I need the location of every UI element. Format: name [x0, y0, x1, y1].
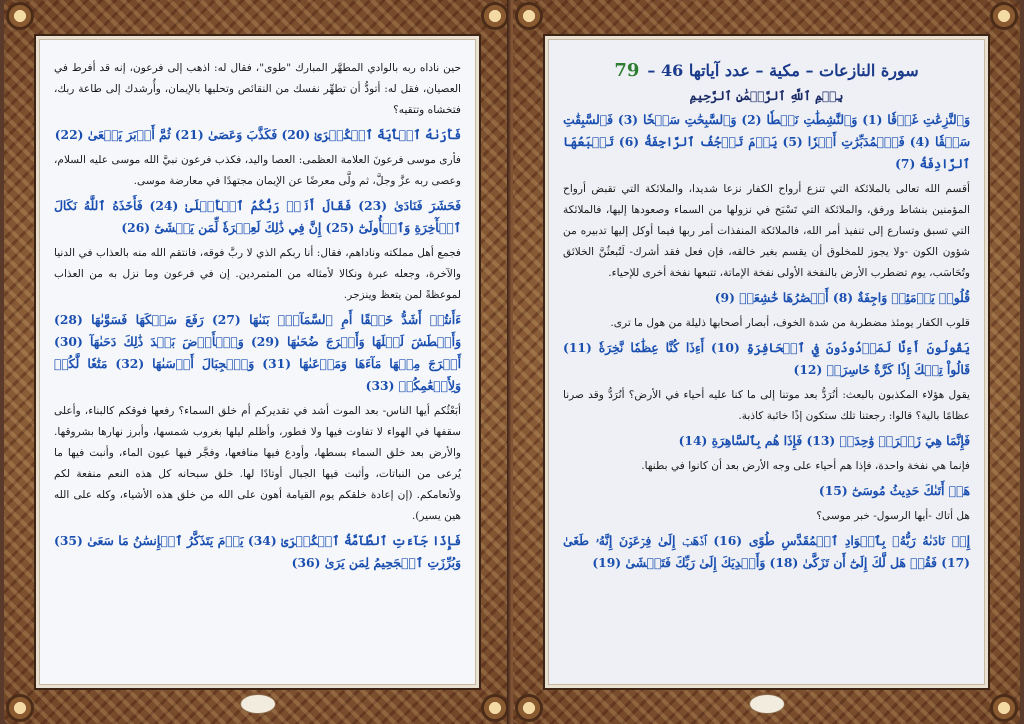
corner-ornament-icon [515, 694, 543, 722]
page-marker-icon [749, 694, 785, 714]
quran-verses: فَحَشَرَ فَنَادَىٰ (23) فَقَالَ أَنَا۠ رَبُّكُمُ ٱلۡأَعۡلَىٰ (24) فَأَخَذَهُ ٱللَّهُ نَكَالَ ٱلۡأٓخِرَةِ وَٱلۡأُولَىٰٓ (25) إِنَّ فِي ذَٰلِكَ لَعِبۡرَةٗ لِّمَن يَخۡشَىٰٓ (26) [54, 198, 461, 235]
tafsir-paragraph: يقول هؤلاء المكذبون بالبعث: أنُرَدُّ بعد موتنا إلى ما كنا عليه أحياء في الأرض؟ أنُرَدُّ وقد صرنا عظامًا بالية؟ قالوا: رجعتنا تلك ستكون إذًا خائبة كاذبة. [563, 389, 970, 422]
corner-ornament-icon [481, 2, 509, 30]
corner-ornament-icon [515, 2, 543, 30]
right-page [513, 0, 1020, 724]
quran-verses: قُلُوبٞ يَوۡمَئِذٖ وَاجِفَةٌ (8) أَبۡصَٰرُهَا خَٰشِعَةٞ (9) [714, 290, 970, 305]
left-page-frame [34, 34, 481, 690]
quran-verses: وَٱلنَّٰزِعَٰتِ غَرۡقٗا (1) وَٱلنَّٰشِطَٰتِ نَشۡطٗا (2) وَٱلسَّٰبِحَٰتِ سَبۡحٗا (3) فَٱلسَّٰبِقَٰتِ سَبۡقٗا (4) فَٱلۡمُدَبِّرَٰتِ أَمۡرٗا (5) يَوۡمَ تَرۡجُفُ ٱلرَّاجِفَةُ (6) تَتۡبَعُهَا ٱلرَّادِفَةُ (7) [563, 112, 971, 171]
left-page [4, 0, 511, 724]
tafsir-paragraph: فأرى موسى فرعونَ العلامة العظمى: العصا واليد، فكذب فرعون نبيَّ الله موسى عليه السلام، وعصى ربه عزَّ وجلَّ، ثم ولَّى معرضًا عن الإيمان مجتهدًا في معارضة موسى. [54, 154, 461, 187]
quran-verses: هَلۡ أَتَىٰكَ حَدِيثُ مُوسَىٰٓ (15) [818, 483, 970, 498]
quran-verses: إِذۡ نَادَىٰهُ رَبُّهُۥ بِٱلۡوَادِ ٱلۡمُقَدَّسِ طُوًى (16) ٱذۡهَبۡ إِلَىٰ فِرۡعَوۡنَ إِنَّهُۥ طَغَىٰ (17) فَقُلۡ هَل لَّكَ إِلَىٰٓ أَن تَزَكَّىٰ (18) وَأَهۡدِيَكَ إِلَىٰ رَبِّكَ فَتَخۡشَىٰ (19) [563, 533, 971, 570]
right-page-content [548, 39, 985, 685]
quran-verses: ءَأَنتُمۡ أَشَدُّ خَلۡقًا أَمِ ٱلسَّمَآءُۚ بَنَىٰهَا (27) رَفَعَ سَمۡكَهَا فَسَوَّىٰهَا (28) وَأَغۡطَشَ لَيۡلَهَا وَأَخۡرَجَ ضُحَىٰهَا (29) وَٱلۡأَرۡضَ بَعۡدَ ذَٰلِكَ دَحَىٰهَآ (30) أَخۡرَجَ مِنۡهَا مَآءَهَا وَمَرۡعَىٰهَا (31) وَٱلۡجِبَالَ أَرۡسَىٰهَا (32) مَتَٰعٗا لَّكُمۡ وَلِأَنۡعَٰمِكُمۡ (33) [54, 312, 462, 393]
quran-verses: فَإِذَا جَآءَتِ ٱلطَّآمَّةُ ٱلۡكُبۡرَىٰ (34) يَوۡمَ يَتَذَكَّرُ ٱلۡإِنسَٰنُ مَا سَعَىٰ (35) وَبُرِّزَتِ ٱلۡجَحِيمُ لِمَن يَرَىٰ (36) [54, 533, 461, 570]
tafsir-paragraph: أبَعْثُكم أيها الناس- بعد الموت أشد في تقديركم أم خلق السماء؟ رفعها فوقكم كالبناء، وأعلى سقفها في الهواء لا تفاوت فيها ولا فطور، وأظلم ليلها بغروب شمسها، وأبرز نهارها بشروقها. والأرض بعد خلق السماء بسطها، وأودع فيها منافعها، وفجَّر فيها عيون الماء، وأنبت فيها ما يُرعى من النباتات، وأثبت فيها الجبال أوتادًا لها. خلق سبحانه كل هذه النعم منفعة لكم ولأنعامكم. (إن إعادة خلقكم يوم القيامة أهون على الله من خلق هذه الأشياء، وكله على الله هين يسير). [54, 405, 461, 522]
left-page-content [39, 39, 476, 685]
tafsir-paragraph: فجمع أهل مملكته وناداهم، فقال: أنا ربكم الذي لا ربَّ فوقه، فانتقم الله منه بالعذاب في الدنيا والآخرة، وجعله عبرة ونكالا لأمثاله من المتمردين. إن في فرعون وما نزل به من العذاب لموعظةً لمن يتعظ وينزجر. [54, 247, 461, 301]
corner-ornament-icon [481, 694, 509, 722]
corner-ornament-icon [990, 2, 1018, 30]
quran-verses: فَأَرَىٰهُ ٱلۡأٓيَةَ ٱلۡكُبۡرَىٰ (20) فَكَذَّبَ وَعَصَىٰ (21) ثُمَّ أَدۡبَرَ يَسۡعَىٰ (22) [54, 127, 461, 142]
tafsir-paragraph: قلوب الكفار يومئذ مضطربة من شدة الخوف، أبصار أصحابها ذليلة من هول ما ترى. [610, 317, 970, 329]
right-page-frame [543, 34, 990, 690]
tafsir-paragraph: حين ناداه ربه بالوادي المطهَّر المبارك "طوى"، فقال له: اذهب إلى فرعون، إنه قد أفرط في العصيان، فقل له: أتودُّ أن تطهِّر نفسك من النقائص وتحليها بالإيمان، وأُرشدك إلى طاعة ربك، فتخشاه وتتقيه؟ [54, 62, 461, 116]
tafsir-paragraph: أقسم الله تعالى بالملائكة التي تنزع أرواح الكفار نزعا شديدا، والملائكة التي تقبض أرواح المؤمنين بنشاط ورفق، والملائكة التي تَسْبَح في نزولها من السماء وصعودها إليها، فالملائكة التي تسبق وتسارع إلى تنفيذ أمر الله، فالملائكة المنفذات أمر ربها فيما أوكل إليها تدبيره من شؤون الكون -ولا يجوز للمخلوق أن يقسم بغير خالقه، فإن فعل فقد أشرك- لَتُبعثُنَّ الخلائق وتُحَاسَب، يوم تضطرب الأرض بالنفخة الأولى نفخة الإماتة، تتبعها نفخة أخرى للإحياء. [563, 183, 970, 279]
corner-ornament-icon [990, 694, 1018, 722]
surah-title: سورة النازعات – مكية – عدد آياتها 46 – [647, 61, 919, 80]
page-marker-icon [240, 694, 276, 714]
quran-verses: فَإِنَّمَا هِيَ زَجۡرَةٞ وَٰحِدَةٞ (13) فَإِذَا هُم بِٱلسَّاهِرَةِ (14) [678, 433, 970, 448]
surah-number: 79 [614, 60, 640, 81]
basmala: بِسۡمِ ٱللَّهِ ٱلرَّحۡمَٰنِ ٱلرَّحِيمِ [689, 89, 844, 103]
tafsir-paragraph: فإنما هي نفخة واحدة، فإذا هم أحياء على وجه الأرض بعد أن كانوا في بطنها. [641, 460, 970, 472]
surah-header [563, 60, 970, 81]
corner-ornament-icon [6, 694, 34, 722]
corner-ornament-icon [6, 2, 34, 30]
tafsir-paragraph: هل أتاك -أيها الرسول- خبر موسى؟ [816, 510, 970, 522]
quran-verses: يَقُولُونَ أَءِنَّا لَمَرۡدُودُونَ فِي ٱلۡحَافِرَةِ (10) أَءِذَا كُنَّا عِظَٰمٗا نَّخِرَةٗ (11) قَالُواْ تِلۡكَ إِذٗا كَرَّةٌ خَاسِرَةٞ (12) [563, 340, 970, 377]
